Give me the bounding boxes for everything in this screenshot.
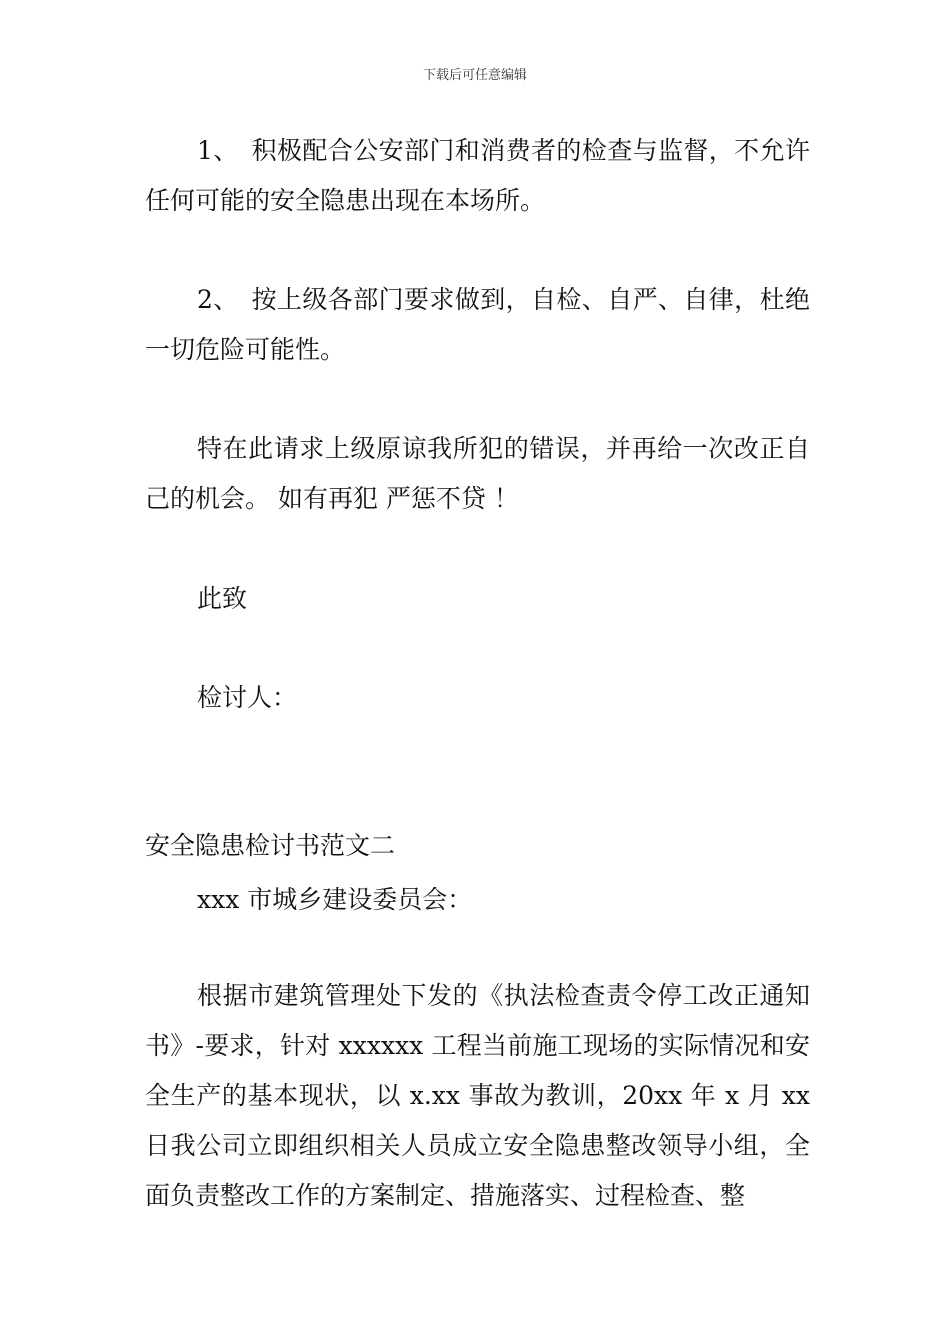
page-header-note: 下载后可任意编辑 <box>422 68 527 83</box>
paragraph-item-2: 2、 按上级各部门要求做到，自检、自严、自律，杜绝一切危险可能性。 <box>145 285 810 364</box>
section-title: 安全隐患检讨书范文二 <box>145 831 396 860</box>
paragraph-apology: 特在此请求上级原谅我所犯的错误，并再给一次改正自己的机会。 如有再犯 严惩不贷 ！ <box>145 434 810 513</box>
paragraph-body: 根据市建筑管理处下发的《执法检查责令停工改正通知书》-要求，针对 xxxxxx 工程当前施工现场的实际情况和安全生产的基本现状，以 x.xx 事故为教训，20xx 年 x 月 xx 日我公司立即组织相关人员成立安全隐患整改领导小组，全面负责整改工作的方案制定、措施落实、过程检查、整 <box>145 981 810 1210</box>
signature-label: 检讨人： <box>197 683 298 712</box>
paragraph-item-1: 1、 积极配合公安部门和消费者的检查与监督，不允许任何可能的安全隐患出现在本场所。 <box>145 136 810 215</box>
salutation: xxx 市城乡建设委员会： <box>197 885 473 914</box>
closing-text: 此致 <box>197 584 248 613</box>
